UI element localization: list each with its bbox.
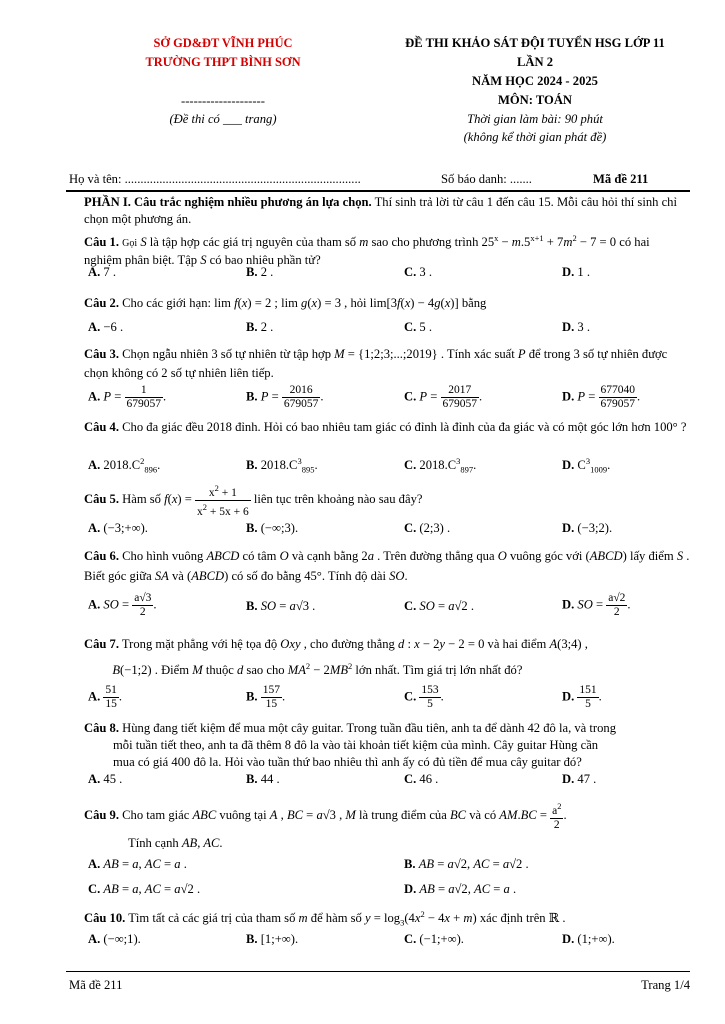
option-b[interactable]: B. 2 . [246,265,274,279]
dash-separator: -------------------- [181,94,265,108]
option-b[interactable]: B. 44 . [246,772,280,786]
time-note: (không kể thời gian phát đề) [463,130,607,144]
name-field[interactable]: Họ và tên: ........................................................................... [69,172,361,186]
question-1: Câu 1. Gọi S là tập hợp các giá trị nguyên của tham số m sao cho phương trình $25^x - m.5^{x+1} + 7m^2 - 7 = 0$ có hai nghiệm phân biệt. Tập S có bao nhiêu phần tử? [84,233,650,268]
question-number: Câu 8. [84,721,119,735]
option-c[interactable]: C. 5 . [404,320,432,334]
options-q7: A. $\frac{51}{15}$ . B. $\frac{157}{15}$ . C. $\frac{153}{5}$ . D. $\frac{151}{5}$ . [88,684,602,710]
option-b[interactable]: B. 2 . [246,320,274,334]
footer-divider [66,971,690,972]
option-a[interactable]: A. (−∞;1). [88,932,141,946]
question-number: Câu 1. [84,235,119,250]
options-q5 [88,521,688,538]
question-number: Câu 7. [84,637,119,651]
question-number: Câu 4. [84,420,119,434]
options-q8 [88,772,688,789]
options-q9-row1: A. AB = a, AC = a . B. AB = a√2, AC = a√2 . [88,857,529,871]
question-9-ask: Tính cạnh AB, AC. [128,836,223,850]
options-q3: A. P = $\frac{1}{679057}$ . B. P = $\frac{2016}{679057}$ . C. P = $\frac{2017}{679057}$ . D. P = $\frac{677040}{679057}$ . [88,384,641,410]
subject: MÔN: TOÁN [497,93,573,107]
exam-header [380,34,690,146]
option-c[interactable]: C. (2;3) . [404,521,451,535]
question-9: Câu 9. Cho tam giác ABC vuông tại A , BC = a√3 , M là trung điểm của BC và có AM.BC = $\frac{a^2}{2}$ . [84,801,567,831]
option-a[interactable]: A. −6 . [88,320,124,334]
option-a[interactable]: A. 7 . [88,265,116,279]
option-d[interactable]: D. (−3;2). [562,521,613,535]
exam-title: ĐỀ THI KHẢO SÁT ĐỘI TUYỂN HSG LỚP 11 [405,36,665,50]
options-q10 [88,932,688,949]
question-number: Câu 10. [84,911,126,926]
exam-round: LẦN 2 [516,55,554,69]
question-3: Câu 3. Chọn ngẫu nhiên 3 số tự nhiên từ tập hợp M = {1;2;3;...;2019} . Tính xác suất P để trong 3 số tự nhiên được chọn không có 2 số tự nhiên liên tiếp. [84,347,668,380]
option-d[interactable]: D. 47 . [562,772,597,786]
page-number: Trang 1/4 [641,978,690,992]
id-field[interactable]: Số báo danh: ....... [441,172,532,186]
option-c[interactable]: C. (−1;+∞). [404,932,464,946]
footer-exam-code: Mã đề 211 [69,978,123,992]
question-number: Câu 5. [84,492,119,507]
section-desc: Thí sinh trả lời từ câu 1 đến câu 15. Mỗi câu hỏi thí sinh chỉ chọn một phương án. [84,195,677,226]
option-d[interactable]: D. (1;+∞). [562,932,615,946]
question-4: Câu 4. Cho đa giác đều 2018 đỉnh. Hỏi có bao nhiêu tam giác có đỉnh là đỉnh của đa giác và có một góc lớn hơn 100° ? [84,420,687,434]
section-title: PHẦN I. Câu trắc nghiệm nhiều phương án lựa chọn. [84,195,372,209]
school-header [118,34,328,127]
option-a[interactable]: A. 45 . [88,772,123,786]
question-7: Câu 7. Trong mặt phẳng với hệ tọa độ Oxy , cho đường thẳng d : x − 2y − 2 = 0 và hai điểm A(3;4) , B(−1;2) . Điểm M thuộc d sao cho $MA^2 - 2MB^2$ lớn nhất. Tìm giá trị lớn nhất đó? [84,637,588,678]
options-q9-row2: C. AB = a, AC = a√2 . D. AB = a√2, AC = a . [88,882,517,896]
section-header [84,194,690,228]
question-number: Câu 3. [84,347,119,361]
question-2: Câu 2. Cho các giới hạn: lim f(x) = 2 ; lim g(x) = 3 , hỏi lim[3f(x) − 4g(x)] bằng [84,296,487,310]
school-name: TRƯỜNG THPT BÌNH SƠN [145,55,301,69]
option-b[interactable]: B. [1;+∞). [246,932,299,946]
question-6: Câu 6. Cho hình vuông ABCD có tâm O và cạnh bằng 2a . Trên đường thẳng qua O vuông góc với (ABCD) lấy điểm S . Biết góc giữa SA và (ABCD) có số đo bằng 45°. Tính độ dài SO. [84,549,690,583]
option-b[interactable]: B. (−∞;3). [246,521,299,535]
option-d[interactable]: D. 3 . [562,320,590,334]
question-8: Câu 8. Hùng đang tiết kiệm để mua một cây guitar. Trong tuần đầu tiên, anh ta để dành 42 đô la, và trong mỗi tuần tiết theo, anh ta đã thêm 8 đô la vào tài khoản tiết kiệm của mình. Cây guitar Hùng cần mua có giá 400 đô la. Hỏi vào tuần thứ bao nhiêu thì anh ấy có đủ tiền để mua cây guitar đó? [84,721,617,769]
question-number: Câu 6. [84,549,119,563]
options-q6: A. SO = $\frac{a√3}{2}$ . B. SO = a√3 . C. SO = a√2 . D. SO = $\frac{a√2}{2}$ . [88,592,631,618]
student-info [69,172,689,190]
department-name: SỞ GD&ĐT VĨNH PHÚC [153,36,293,50]
option-c[interactable]: C. 3 . [404,265,432,279]
option-c[interactable]: C. 46 . [404,772,439,786]
time-limit: Thời gian làm bài: 90 phút [467,112,603,126]
question-5: Câu 5. Hàm số f(x) = $\frac{x^2 + 1}{x^2 + 5x + 6}$ liên tục trên khoảng nào sau đây? [84,483,423,518]
option-d[interactable]: D. 1 . [562,265,590,279]
divider [66,190,690,192]
exam-code: Mã đề 211 [593,172,649,186]
options-q1 [88,265,688,282]
question-10: Câu 10. Tìm tất cả các giá trị của tham số m để hàm số $y = \log_3(4x^2 - 4x + m)$ xác định trên ℝ . [84,909,566,928]
option-a[interactable]: A. (−3;+∞). [88,521,148,535]
school-year: NĂM HỌC 2024 - 2025 [472,74,598,88]
page-count-note: (Đề thi có ___ trang) [169,112,277,126]
options-q4: A. $2018.C^2_{896}$. B. $2018.C^3_{895}$. C. $2018.C^3_{897}$. D. $C^3_{1009}$. [88,456,611,475]
question-number: Câu 9. [84,807,119,822]
question-number: Câu 2. [84,296,119,310]
options-q2 [88,320,688,337]
